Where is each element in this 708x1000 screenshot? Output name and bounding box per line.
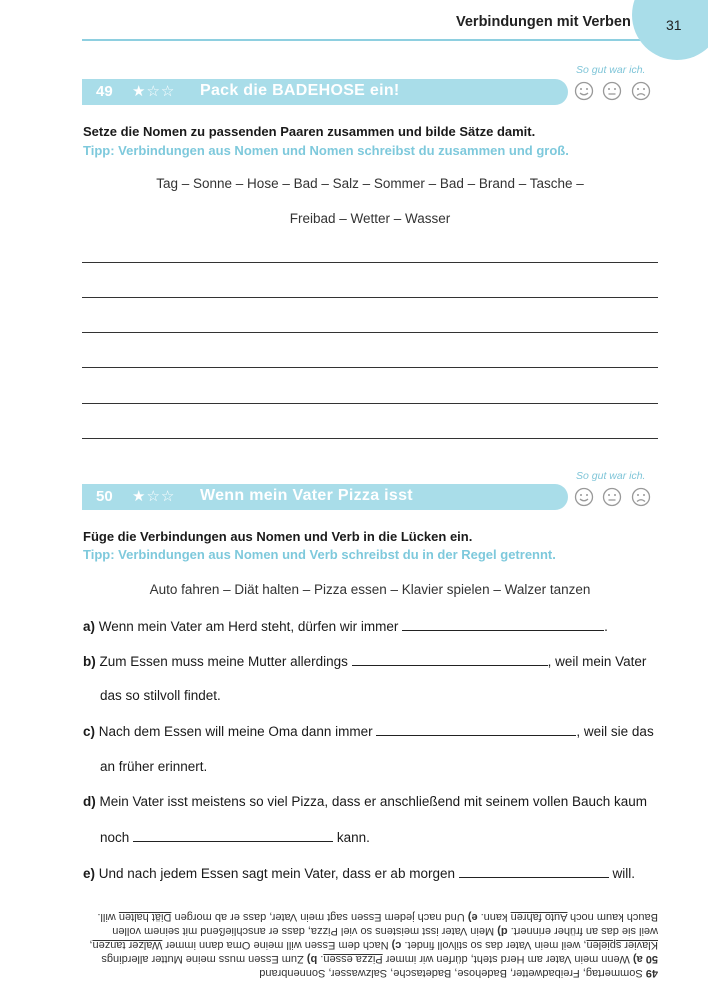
fill-in-blank[interactable]: [376, 723, 576, 736]
header-divider: [82, 39, 642, 41]
sentence-a: [83, 618, 608, 634]
writing-line[interactable]: [82, 367, 658, 368]
answer-line: Bauch kaum noch Auto fahren kann. e) Und nach jedem Essen sagt mein Vater, dass er ab morgen Diät halten will.: [97, 911, 658, 923]
exercise-49-instruction: Setze die Nomen zu passenden Paaren zusammen und bilde Sätze damit.: [83, 124, 536, 139]
answer-line: Klavier spielen, weil mein Vater das so stilvoll findet. c) Nach dem Essen will meine Oma dann immer Walzer tanzen,: [89, 939, 658, 951]
word-bank-49-line2: Freibad – Wetter – Wasser: [289, 211, 451, 226]
self-rating-label-50: So gut war ich.: [576, 470, 646, 482]
exercise-49-banner: [82, 79, 568, 105]
difficulty-stars-icon: ★☆☆: [132, 488, 176, 505]
sentence-d: [83, 794, 647, 809]
answer-line: 49 Sommertag, Freibadwetter, Badehose, Badetasche, Salzwasser, Sonnenbrand: [259, 967, 658, 979]
exercise-number: 49: [96, 83, 113, 100]
page-number: 31: [666, 17, 682, 33]
answer-line: weil sie das an früher erinnert. d) Mein Vater isst meistens so viel Pizza, dass er anschließend mit seinem vollen: [112, 925, 658, 937]
answer-line: 50 a) Wenn mein Vater am Herd steht, dürfen wir immer Pizza essen. b) Zum Essen muss meine Mutter allerdings: [101, 953, 658, 965]
sentence-d-continuation: [100, 829, 370, 845]
item-label: b): [83, 654, 96, 669]
exercise-title: Wenn mein Vater Pizza isst: [200, 487, 413, 504]
exercise-50-banner: [82, 484, 568, 510]
self-rating-50: [574, 487, 655, 507]
happy-face-icon[interactable]: [574, 81, 594, 101]
writing-line[interactable]: [82, 297, 658, 298]
neutral-face-icon[interactable]: [602, 81, 622, 101]
self-rating-label-49: So gut war ich.: [576, 64, 646, 76]
sentence-text: kann.: [336, 830, 370, 845]
sentence-text: Mein Vater isst meistens so viel Pizza, dass er anschließend mit seinem vollen Bauch kaum: [99, 794, 647, 809]
item-label: e): [83, 866, 96, 881]
sentence-c-continuation: an früher erinnert.: [100, 759, 208, 774]
sentence-text: Wenn mein Vater am Herd steht, dürfen wir immer: [98, 619, 399, 634]
exercise-49-tip: Tipp: Verbindungen aus Nomen und Nomen schreibst du zusammen und groß.: [83, 143, 569, 158]
answer-key-upside-down: [82, 910, 658, 980]
sentence-c: [83, 723, 654, 739]
sentence-b: [83, 653, 646, 669]
self-rating-49: [574, 81, 655, 101]
fill-in-blank[interactable]: [133, 829, 333, 842]
writing-line[interactable]: [82, 403, 658, 404]
word-bank-49-line1: Tag – Sonne – Hose – Bad – Salz – Sommer – Bad – Brand – Tasche –: [156, 176, 584, 191]
sentence-e: [83, 865, 635, 881]
exercise-50-instruction: Füge die Verbindungen aus Nomen und Verb in die Lücken ein.: [83, 529, 473, 544]
sentence-text: Nach dem Essen will meine Oma dann immer: [98, 724, 373, 739]
sad-face-icon[interactable]: [631, 81, 651, 101]
exercise-title: Pack die BADEHOSE ein!: [200, 82, 400, 99]
sentence-text: , weil sie das: [576, 724, 654, 739]
sentence-text: will.: [612, 866, 636, 881]
item-label: a): [83, 619, 96, 634]
sentence-text: , weil mein Vater: [547, 654, 647, 669]
fill-in-blank[interactable]: [459, 865, 609, 878]
sentence-b-continuation: das so stilvoll findet.: [100, 688, 221, 703]
sad-face-icon[interactable]: [631, 487, 651, 507]
writing-line[interactable]: [82, 332, 658, 333]
difficulty-stars-icon: ★☆☆: [132, 83, 176, 100]
exercise-number: 50: [96, 488, 113, 505]
fill-in-blank[interactable]: [402, 618, 604, 631]
neutral-face-icon[interactable]: [602, 487, 622, 507]
sentence-text: .: [604, 619, 608, 634]
fill-in-blank[interactable]: [352, 653, 548, 666]
happy-face-icon[interactable]: [574, 487, 594, 507]
section-title: Verbindungen mit Verben: [456, 14, 631, 30]
item-label: c): [83, 724, 96, 739]
exercise-50-tip: Tipp: Verbindungen aus Nomen und Verb schreibst du in der Regel getrennt.: [83, 547, 556, 562]
item-label: d): [83, 794, 96, 809]
writing-line[interactable]: [82, 438, 658, 439]
sentence-text: Zum Essen muss meine Mutter allerdings: [99, 654, 348, 669]
sentence-text: Und nach jedem Essen sagt mein Vater, dass er ab morgen: [98, 866, 455, 881]
word-bank-50: Auto fahren – Diät halten – Pizza essen – Klavier spielen – Walzer tanzen: [149, 582, 591, 597]
writing-line[interactable]: [82, 262, 658, 263]
sentence-text: noch: [100, 830, 130, 845]
